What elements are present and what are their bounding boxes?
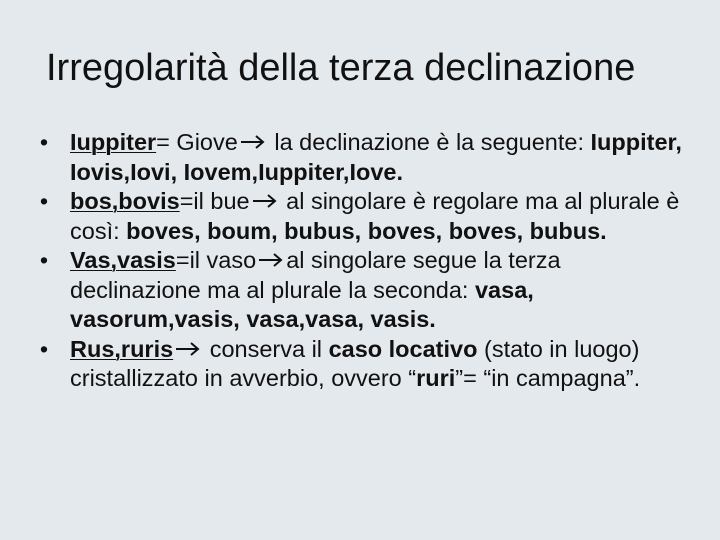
ruri-word: ruri — [416, 365, 456, 391]
right-arrow-icon — [175, 342, 201, 356]
bullet-text: conserva il — [203, 335, 329, 362]
bullet-item-iuppiter — [36, 128, 696, 187]
bullet-text: =il bue — [179, 188, 250, 214]
term-iuppiter: Iuppiter — [70, 129, 157, 155]
locative-case-phrase: caso locativo — [328, 335, 478, 362]
right-arrow-icon — [252, 194, 278, 208]
bullet-item-rus — [36, 335, 696, 394]
bullet-text: la declinazione è la seguente: — [267, 129, 591, 155]
bullet-marker: • — [39, 247, 49, 273]
declension-forms: vasa, vasorum,vasis, vasa,vasa, vasis. — [70, 276, 534, 332]
declension-forms: Iuppiter, Iovis,Iovi, Iovem,Iuppiter,Iove. — [70, 129, 682, 185]
bullet-text: (stato in luogo) cristallizzato in avverbio, ovvero “ — [70, 335, 640, 391]
bullet-text: =il vaso — [175, 247, 257, 273]
right-arrow-icon — [258, 253, 284, 267]
slide-title: Irregolarità della terza declinazione — [46, 47, 636, 89]
bullet-text: ”= “in campagna”. — [455, 365, 641, 391]
bullet-text: al singolare è regolare ma al plurale è così: — [70, 188, 680, 244]
bullet-text: = Giove — [156, 129, 238, 155]
bullet-list — [36, 128, 696, 394]
term-bos: bos,bovis — [70, 188, 180, 214]
bullet-item-vas — [36, 246, 696, 335]
declension-forms: boves, boum, bubus, boves, boves, bubus. — [126, 217, 607, 244]
term-rus: Rus,ruris — [70, 335, 174, 362]
right-arrow-icon — [240, 135, 266, 149]
bullet-marker: • — [39, 129, 49, 155]
bullet-item-bos — [36, 187, 696, 246]
bullet-marker: • — [39, 188, 49, 214]
bullet-marker: • — [39, 335, 49, 362]
term-vas: Vas,vasis — [70, 247, 176, 273]
bullet-text: al singolare segue la terza declinazione ma al plurale la seconda: — [70, 247, 561, 303]
